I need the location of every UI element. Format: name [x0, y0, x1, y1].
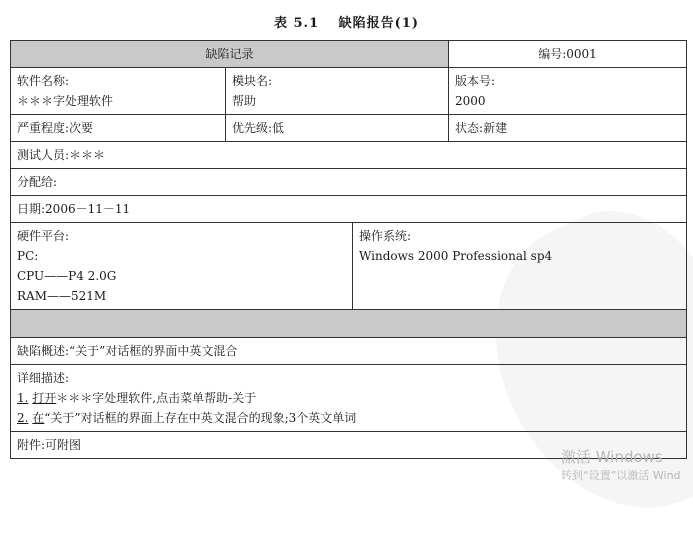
version-value: 2000 — [455, 94, 486, 108]
caption-title: 缺陷报告(1) — [338, 16, 420, 31]
module-cell — [226, 68, 449, 115]
module-value: 帮助 — [232, 94, 257, 108]
hardware-pc: PC: — [17, 249, 39, 263]
shaded-separator-row — [11, 310, 687, 338]
os-label: 操作系统: — [359, 229, 412, 243]
caption-number: 表 5.1 — [273, 16, 320, 31]
step-1-keyword: 打开 — [32, 391, 57, 405]
status-cell: 状态:新建 — [449, 115, 687, 142]
software-name-value: ＊＊＊字处理软件 — [17, 94, 114, 108]
software-name-label: 软件名称: — [17, 74, 70, 88]
details-cell — [11, 365, 687, 432]
date-cell: 日期:2006－11－11 — [11, 196, 687, 223]
version-label: 版本号: — [455, 74, 496, 88]
report-number: 编号:0001 — [449, 41, 687, 68]
step-1-number: 1. — [17, 391, 29, 405]
watermark-subtitle: 转到“设置”以激活 Wind — [561, 469, 681, 482]
defect-record-header: 缺陷记录 — [11, 41, 449, 68]
hardware-ram: RAM——521M — [17, 289, 107, 303]
tester-cell: 测试人员:＊＊＊ — [11, 142, 687, 169]
hardware-cpu: CPU——P4 2.0G — [17, 269, 117, 283]
step-1-text: ＊＊＊字处理软件,点击菜单帮助-关于 — [56, 391, 257, 405]
software-name-cell — [11, 68, 226, 115]
step-2-number: 2. — [17, 411, 29, 425]
attachment-cell: 附件:可附图 — [11, 432, 687, 459]
priority-cell: 优先级:低 — [226, 115, 449, 142]
version-cell — [449, 68, 687, 115]
summary-cell: 缺陷概述:“关于”对话框的界面中英文混合 — [11, 338, 687, 365]
details-step-1 — [17, 388, 680, 408]
os-cell — [353, 223, 687, 310]
hardware-label: 硬件平台: — [17, 229, 70, 243]
details-label: 详细描述: — [17, 371, 70, 385]
step-2-text: “关于”对话框的界面上存在中英文混合的现象;3个英文单词 — [44, 411, 357, 425]
defect-report-table — [10, 40, 687, 459]
assigned-to-cell: 分配给: — [11, 169, 687, 196]
step-2-keyword: 在 — [32, 411, 45, 425]
os-value: Windows 2000 Professional sp4 — [359, 249, 553, 263]
severity-cell: 严重程度:次要 — [11, 115, 226, 142]
watermark-title: 激活 Windows — [561, 448, 663, 466]
details-step-2 — [17, 408, 680, 428]
table-caption — [0, 12, 693, 31]
hardware-cell — [11, 223, 353, 310]
module-label: 模块名: — [232, 74, 273, 88]
activate-windows-watermark — [561, 446, 681, 483]
